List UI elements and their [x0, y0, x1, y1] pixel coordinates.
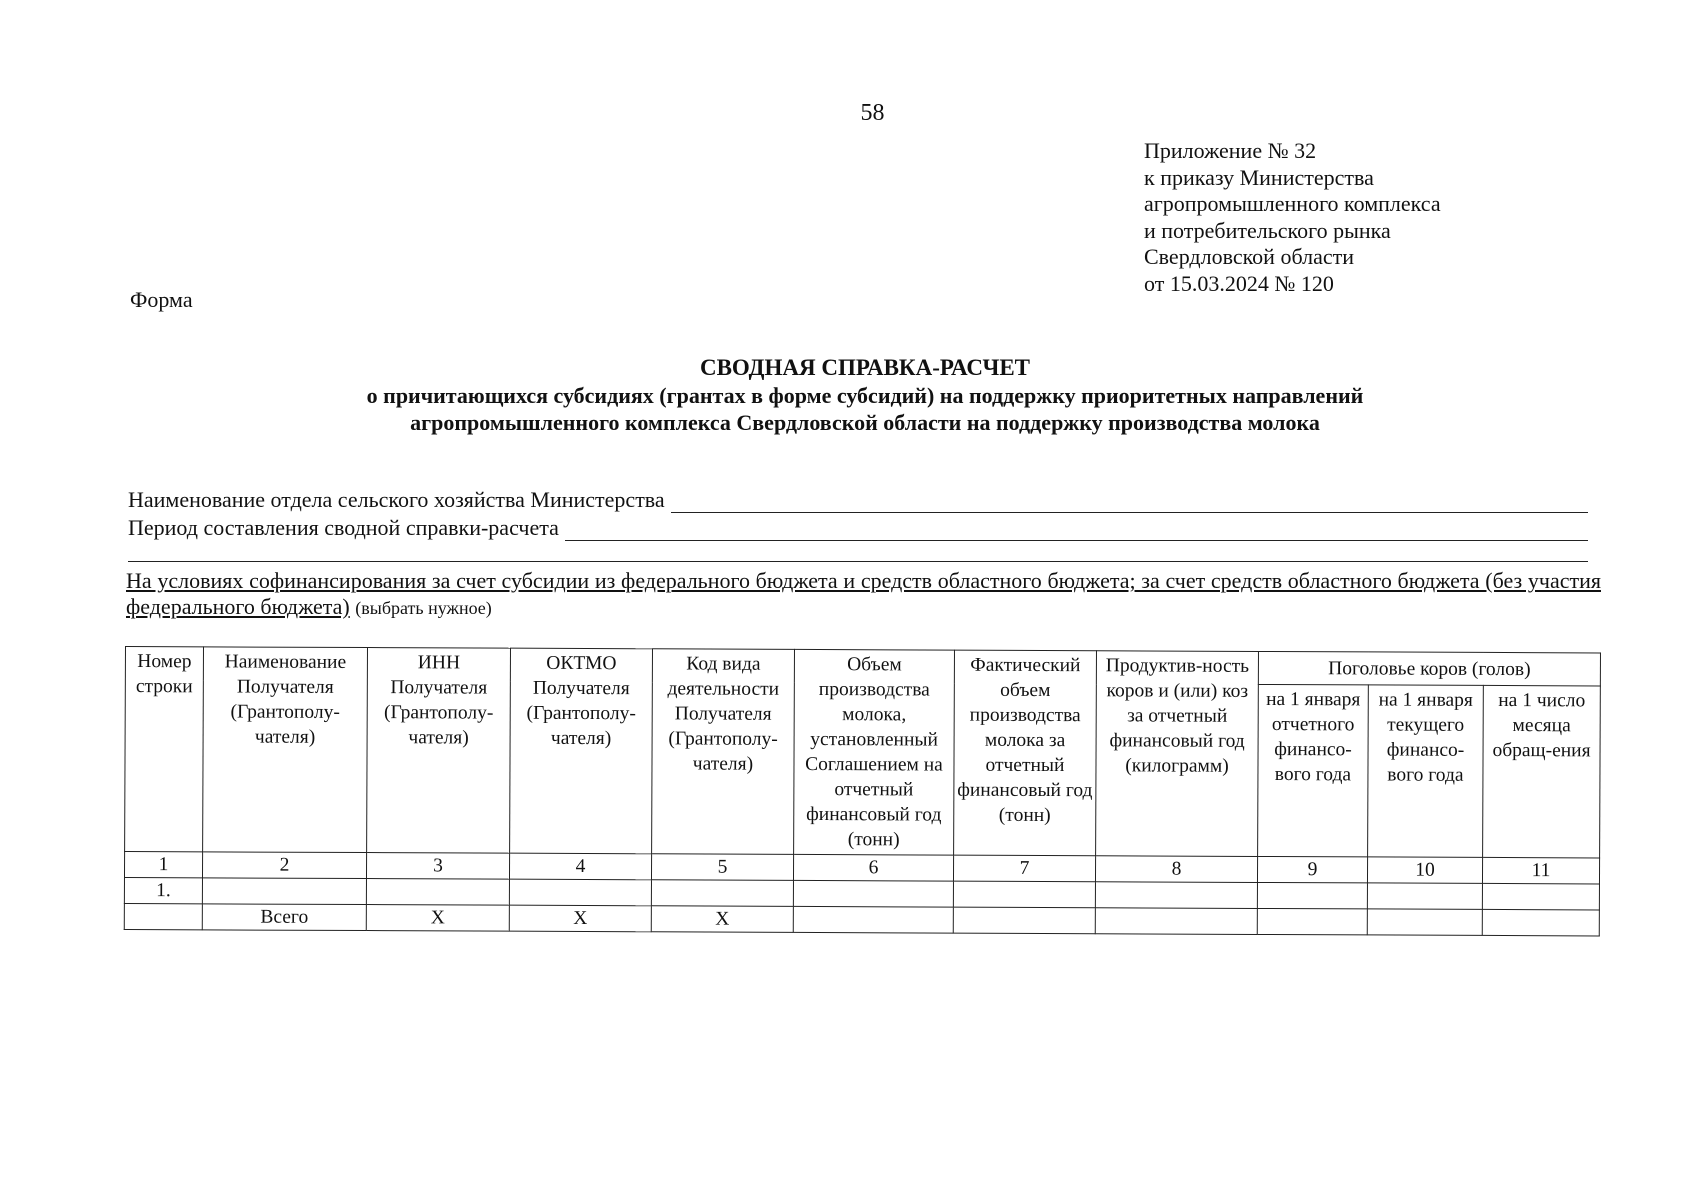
table-cell[interactable] [1367, 883, 1482, 910]
appendix-line: агропромышленного комплекса [1144, 191, 1441, 216]
column-number: 6 [793, 854, 953, 881]
column-number: 4 [509, 853, 651, 880]
column-number: 8 [1095, 856, 1257, 883]
table-cell[interactable] [124, 903, 202, 929]
form-label: Форма [130, 287, 193, 312]
period-field[interactable] [128, 515, 1588, 541]
header-cell: ОКТМО Получателя (Грантополу-чателя) [510, 648, 653, 854]
department-field[interactable] [128, 487, 1588, 513]
table-cell[interactable] [1482, 909, 1599, 936]
conditions-note: (выбрать нужное) [355, 598, 492, 618]
table-cell[interactable] [953, 907, 1095, 934]
summary-table [124, 646, 1601, 936]
table-cell[interactable] [651, 880, 793, 907]
period-input-line[interactable] [565, 520, 1588, 541]
title-line-3: агропромышленного комплекса Свердловской области на поддержку производства молока [410, 410, 1320, 435]
title-line-2: о причитающихся субсидиях (грантах в форме субсидий) на поддержку приоритетных направлений [366, 383, 1364, 408]
table-cell[interactable] [953, 881, 1095, 908]
header-row [125, 647, 1600, 686]
financing-conditions [126, 568, 1601, 621]
document-title [300, 354, 1430, 436]
header-cell: Фактический объем производства молока за отчетный финансовый год (тонн) [954, 650, 1097, 856]
department-label: Наименование отдела сельского хозяйства Министерства [128, 487, 665, 512]
page-number: 58 [860, 100, 885, 126]
sub-header-cell: на 1 января текущего финансо-вого года [1368, 685, 1484, 858]
table-cell[interactable] [1257, 908, 1367, 934]
appendix-line: к приказу Министерства [1144, 164, 1374, 190]
table-cell[interactable] [1482, 883, 1599, 910]
header-cell: Наименование Получателя (Грантополу-чателя) [203, 647, 368, 853]
table-cell[interactable] [1367, 909, 1482, 936]
appendix-line: Свердловской области [1144, 244, 1354, 269]
table-cell[interactable] [1095, 882, 1257, 909]
period-continuation[interactable] [128, 541, 1588, 562]
table-cell: Х [651, 906, 793, 933]
header-cell: Код вида деятельности Получателя (Грантополу-чателя) [652, 649, 795, 855]
total-row [124, 903, 1599, 935]
table-cell[interactable] [793, 880, 953, 907]
appendix-line: Приложение № 32 [1144, 138, 1317, 163]
column-number: 7 [953, 855, 1095, 882]
column-number: 9 [1257, 856, 1367, 882]
period-continuation-line[interactable] [128, 541, 1588, 562]
group-header-cell: Поголовье коров (голов) [1258, 651, 1600, 685]
department-input-line[interactable] [671, 492, 1588, 513]
total-label: Всего [202, 904, 366, 931]
table-cell[interactable] [366, 879, 509, 906]
header-cell: Номер строки [125, 647, 204, 852]
column-number: 3 [366, 853, 509, 880]
period-label: Период составления сводной справки-расчета [128, 515, 559, 540]
column-number: 2 [202, 852, 366, 879]
table-cell[interactable] [1257, 882, 1367, 908]
header-cell: ИНН Получателя (Грантополу-чателя) [367, 648, 511, 854]
appendix-line: от 15.03.2024 № 120 [1144, 270, 1334, 296]
column-number: 10 [1367, 857, 1482, 884]
appendix-line: и потребительского рынка [1144, 217, 1391, 243]
column-number: 5 [651, 854, 793, 881]
appendix-block [1144, 138, 1441, 297]
column-number: 1 [124, 852, 202, 878]
sub-header-cell: на 1 число месяца обращ-ения [1483, 685, 1601, 858]
table-cell[interactable] [1095, 908, 1257, 935]
sub-header-cell: на 1 января отчетного финансо-вого года [1258, 684, 1369, 856]
conditions-text[interactable]: На условиях софинансирования за счет субсидии из федерального бюджета и средств областного бюджета; за счет средств областного бюджета (без участия федерального бюджета) [126, 568, 1601, 619]
table-cell[interactable] [202, 878, 366, 905]
header-cell: Объем производства молока, установленный Соглашением на отчетный финансовый год (тонн) [794, 649, 955, 855]
table-cell[interactable] [509, 879, 651, 906]
title-main: СВОДНАЯ СПРАВКА-РАСЧЕТ [699, 355, 1031, 380]
table-cell: Х [366, 905, 509, 932]
header-cell: Продуктив-ность коров и (или) коз за отчетный финансовый год (килограмм) [1096, 651, 1259, 857]
table-cell: Х [509, 905, 651, 932]
table-cell[interactable]: 1. [124, 878, 202, 904]
column-number: 11 [1482, 857, 1599, 884]
table-cell[interactable] [793, 906, 953, 933]
